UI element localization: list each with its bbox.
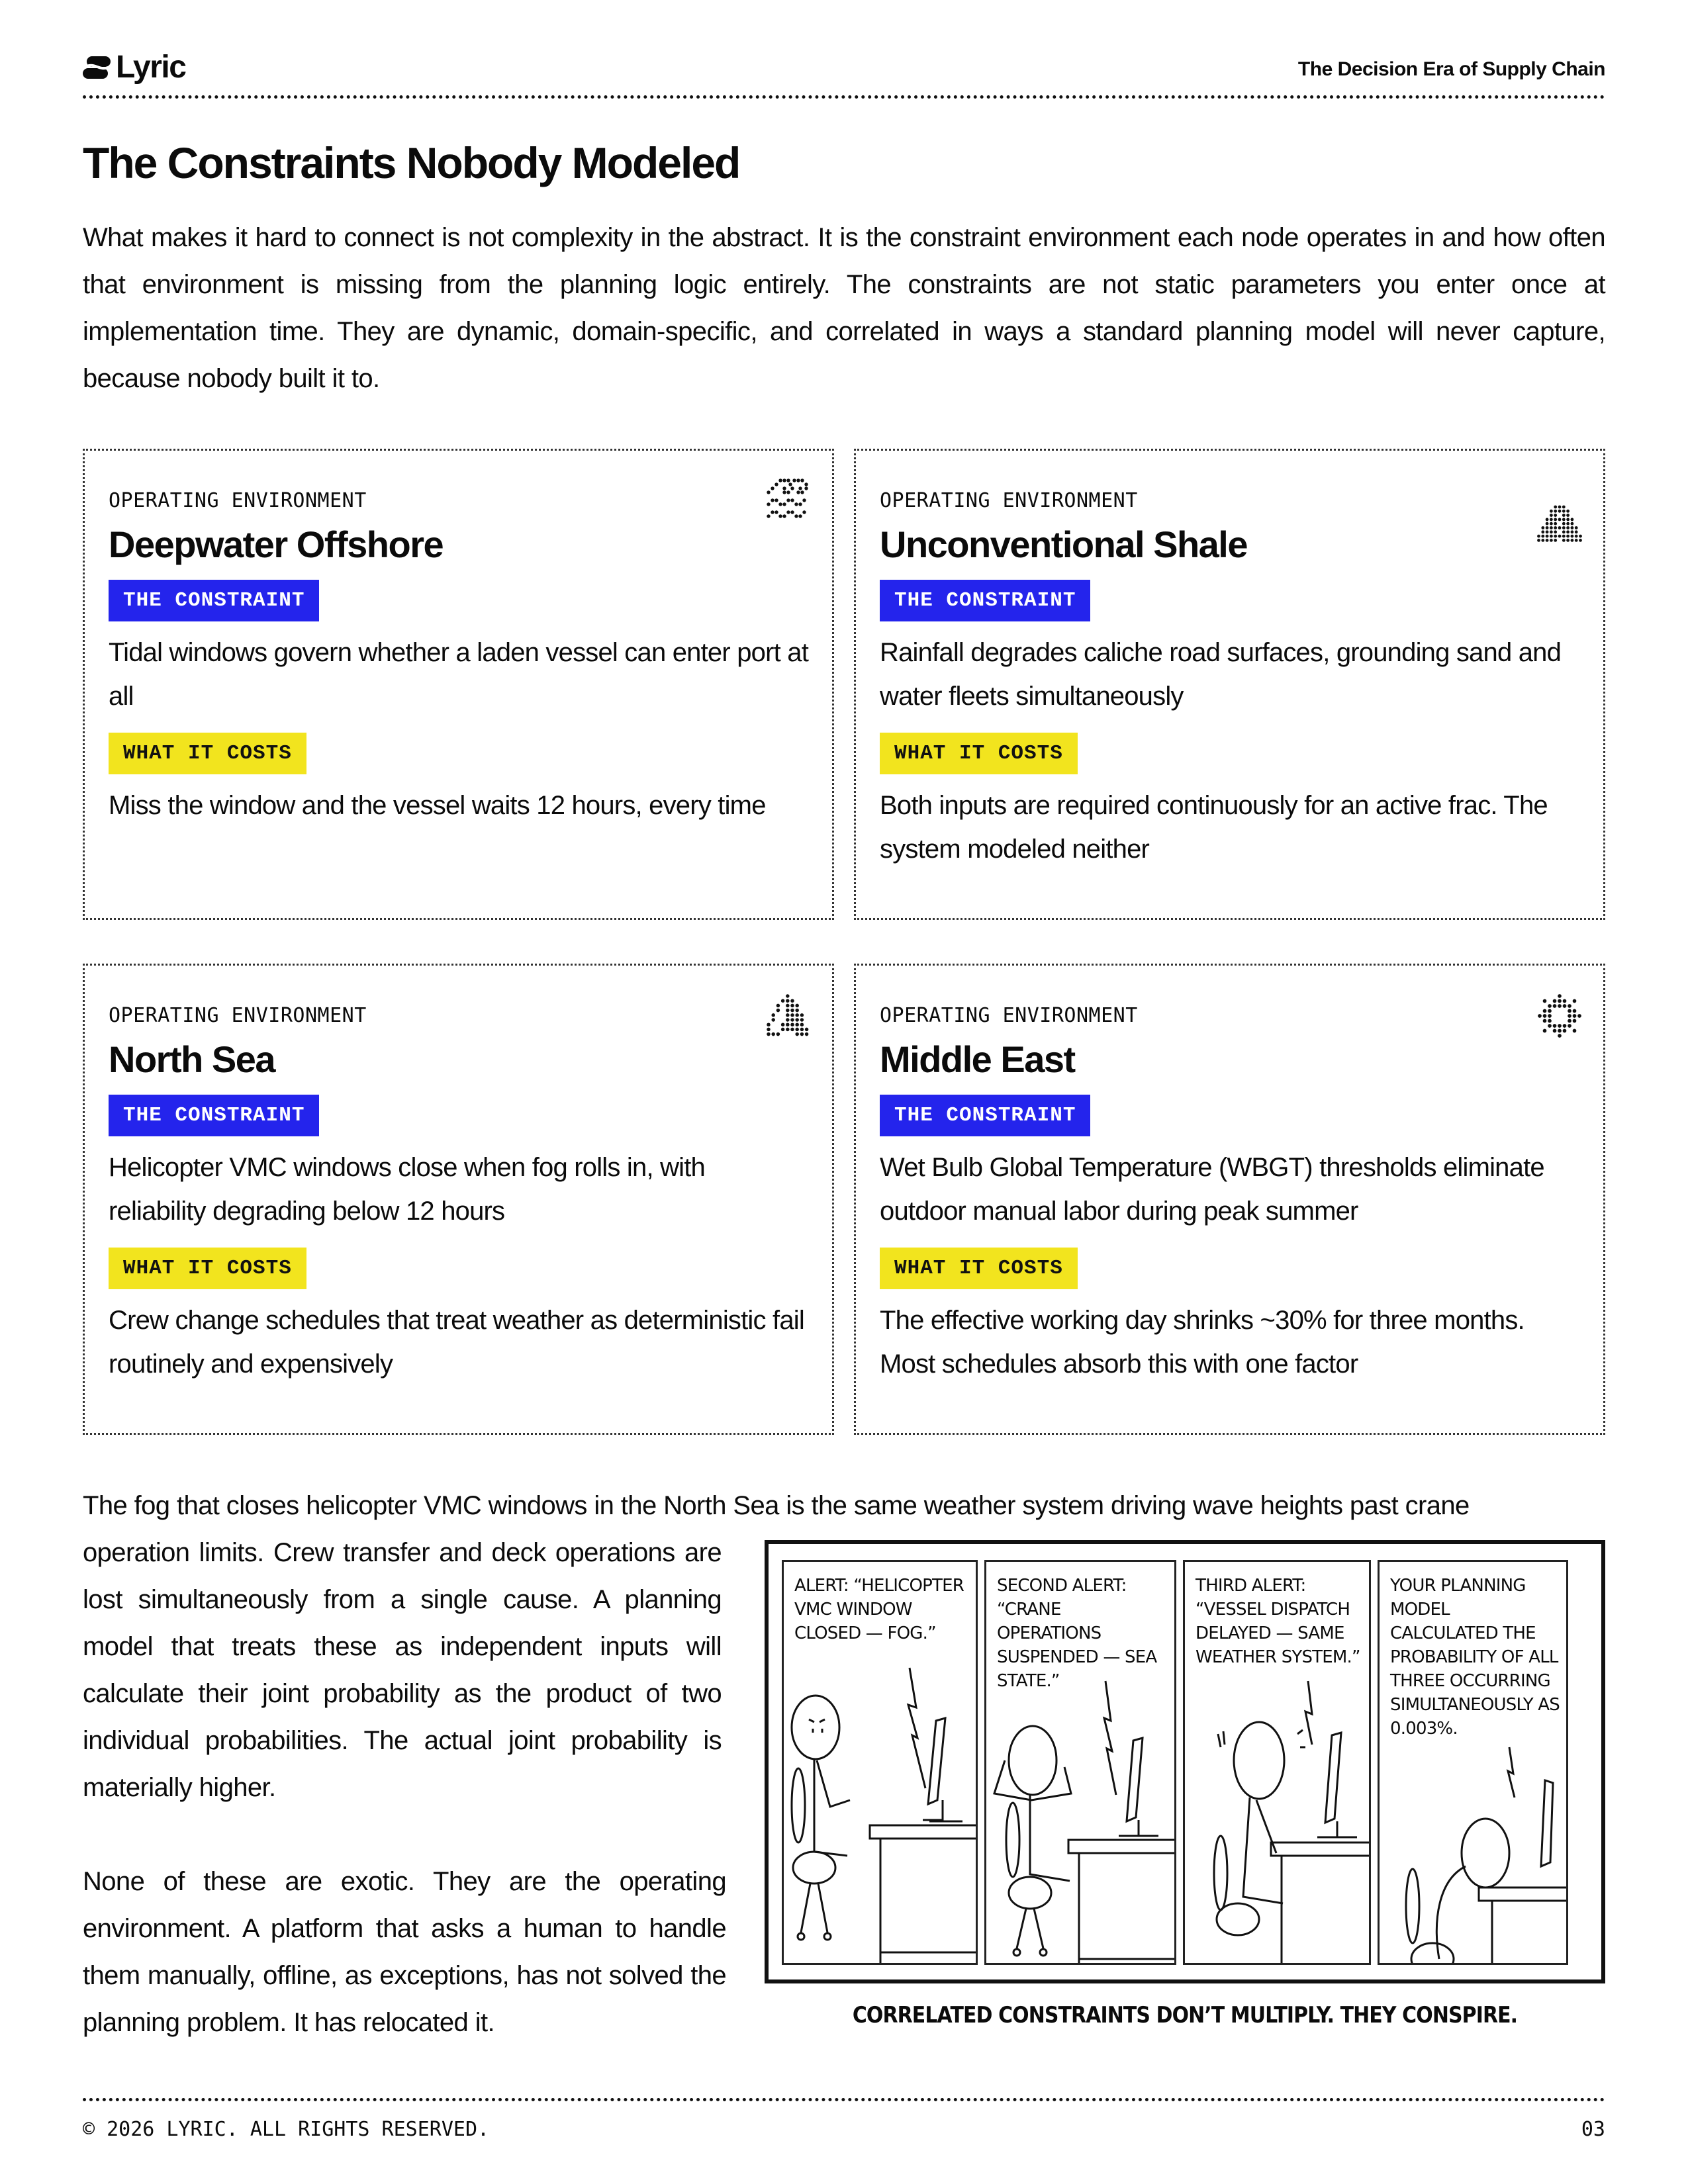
comic-panel-text: ALERT: “HELICOPTER VMC WINDOW CLOSED — FOG.” — [794, 1576, 964, 1643]
constraint-text: Helicopter VMC windows close when fog rolls in, with reliability degrading below 12 hours — [109, 1152, 705, 1226]
intro-paragraph: What makes it hard to connect is not complexity in the abstract. It is the constraint environment each node operates in and how often that environment is missing from the planning logic entirely. The constraints are not static parameters you enter once at implementation time. They are dynamic, domain-specific, and correlated in ways a standard planning model will never capture, because nobody built it to. — [83, 223, 1605, 393]
cost-text: Both inputs are required continuously for an active frac. The system modeled neither — [880, 790, 1548, 864]
body-paragraph-2: None of these are exotic. They are the operating environment. A platform that asks a human to handle them manually, offline, as exceptions, has not solved the planning problem. It has relocated it. — [83, 1867, 726, 2037]
comic-panel-text: THIRD ALERT: “VESSEL DISPATCH DELAYED — SAME WEATHER SYSTEM.” — [1196, 1576, 1360, 1667]
brand-logo — [83, 52, 185, 83]
card-title: Deepwater Offshore — [109, 523, 444, 565]
card-title: Middle East — [880, 1038, 1075, 1080]
cost-text: Crew change schedules that treat weather as deterministic fail routinely and expensively — [109, 1305, 804, 1379]
card-label: OPERATING ENVIRONMENT — [880, 1004, 1138, 1027]
comic-panel — [1378, 1560, 1568, 1965]
environment-card — [83, 964, 834, 1435]
comic-panel — [1183, 1560, 1371, 1965]
body-paragraph-continued: operation limits. Crew transfer and deck operations are lost simultaneously from a single cause. A planning model that treats these as independent inputs will calculate their joint probability as the product of two individual probabilities. The actual joint probability is materially higher. — [83, 1538, 722, 1802]
stick-figure-typing-illustration — [784, 1562, 978, 1965]
card-title: Unconventional Shale — [880, 523, 1247, 565]
copyright-notice: © 2026 LYRIC. ALL RIGHTS RESERVED. — [83, 2118, 490, 2141]
comic-panel — [984, 1560, 1176, 1965]
comic-panel-text: YOUR PLANNING MODEL CALCULATED THE PROBABILITY OF ALL THREE OCCURRING SIMULTANEOUSLY AS 0.003%. — [1390, 1576, 1560, 1739]
constraint-tag: THE CONSTRAINT — [109, 1095, 319, 1136]
environment-cards — [83, 449, 1605, 1435]
cost-tag: WHAT IT COSTS — [109, 733, 306, 774]
cost-tag: WHAT IT COSTS — [109, 1248, 306, 1289]
document-title: The Decision Era of Supply Chain — [1297, 58, 1605, 80]
constraint-text: Tidal windows govern whether a laden vessel can enter port at all — [109, 637, 809, 711]
lyric-logo-icon — [83, 54, 111, 81]
card-title: North Sea — [109, 1038, 275, 1080]
constraint-tag: THE CONSTRAINT — [880, 1095, 1090, 1136]
body-paragraph-first-line: The fog that closes helicopter VMC windows in the North Sea is the same weather system driving wave heights past crane — [83, 1491, 1470, 1520]
waves-icon — [765, 475, 812, 522]
environment-card — [854, 964, 1605, 1435]
stick-figure-headinhand-illustration — [1185, 1562, 1371, 1965]
card-label: OPERATING ENVIRONMENT — [880, 489, 1138, 512]
stick-figure-turned-illustration — [986, 1562, 1176, 1965]
constraint-text: Wet Bulb Global Temperature (WBGT) thresholds eliminate outdoor manual labor during peak summer — [880, 1152, 1544, 1226]
stick-figure-defeated-illustration — [1380, 1562, 1568, 1965]
sun-icon — [1536, 992, 1583, 1040]
cost-tag: WHAT IT COSTS — [880, 1248, 1078, 1289]
section-title: The Constraints Nobody Modeled — [83, 138, 740, 187]
page-number: 03 — [1581, 2118, 1605, 2141]
card-label: OPERATING ENVIRONMENT — [109, 489, 367, 512]
footer-divider — [83, 2098, 1605, 2101]
constraint-text: Rainfall degrades caliche road surfaces, grounding sand and water fleets simultaneously — [880, 637, 1562, 711]
constraint-tag: THE CONSTRAINT — [880, 580, 1090, 621]
header-divider — [83, 95, 1605, 99]
comic-strip — [765, 1540, 1605, 1983]
environment-card — [83, 449, 834, 920]
cost-tag: WHAT IT COSTS — [880, 733, 1078, 774]
comic-panel — [782, 1560, 978, 1965]
mound-icon — [1536, 501, 1583, 549]
page-header — [83, 46, 1605, 99]
card-label: OPERATING ENVIRONMENT — [109, 1004, 367, 1027]
comic-caption: CORRELATED CONSTRAINTS DON’T MULTIPLY. THEY CONSPIRE. — [852, 2002, 1518, 2028]
cost-text: Miss the window and the vessel waits 12 hours, every time — [109, 790, 766, 820]
brand-name: Lyric — [116, 50, 186, 85]
constraint-tag: THE CONSTRAINT — [109, 580, 319, 621]
comic-panel-text: SECOND ALERT: “CRANE OPERATIONS SUSPENDED — SEA STATE.” — [997, 1576, 1157, 1691]
sail-icon — [765, 992, 812, 1040]
cost-text: The effective working day shrinks ~30% for three months. Most schedules absorb this with one factor — [880, 1305, 1524, 1379]
environment-card — [854, 449, 1605, 920]
